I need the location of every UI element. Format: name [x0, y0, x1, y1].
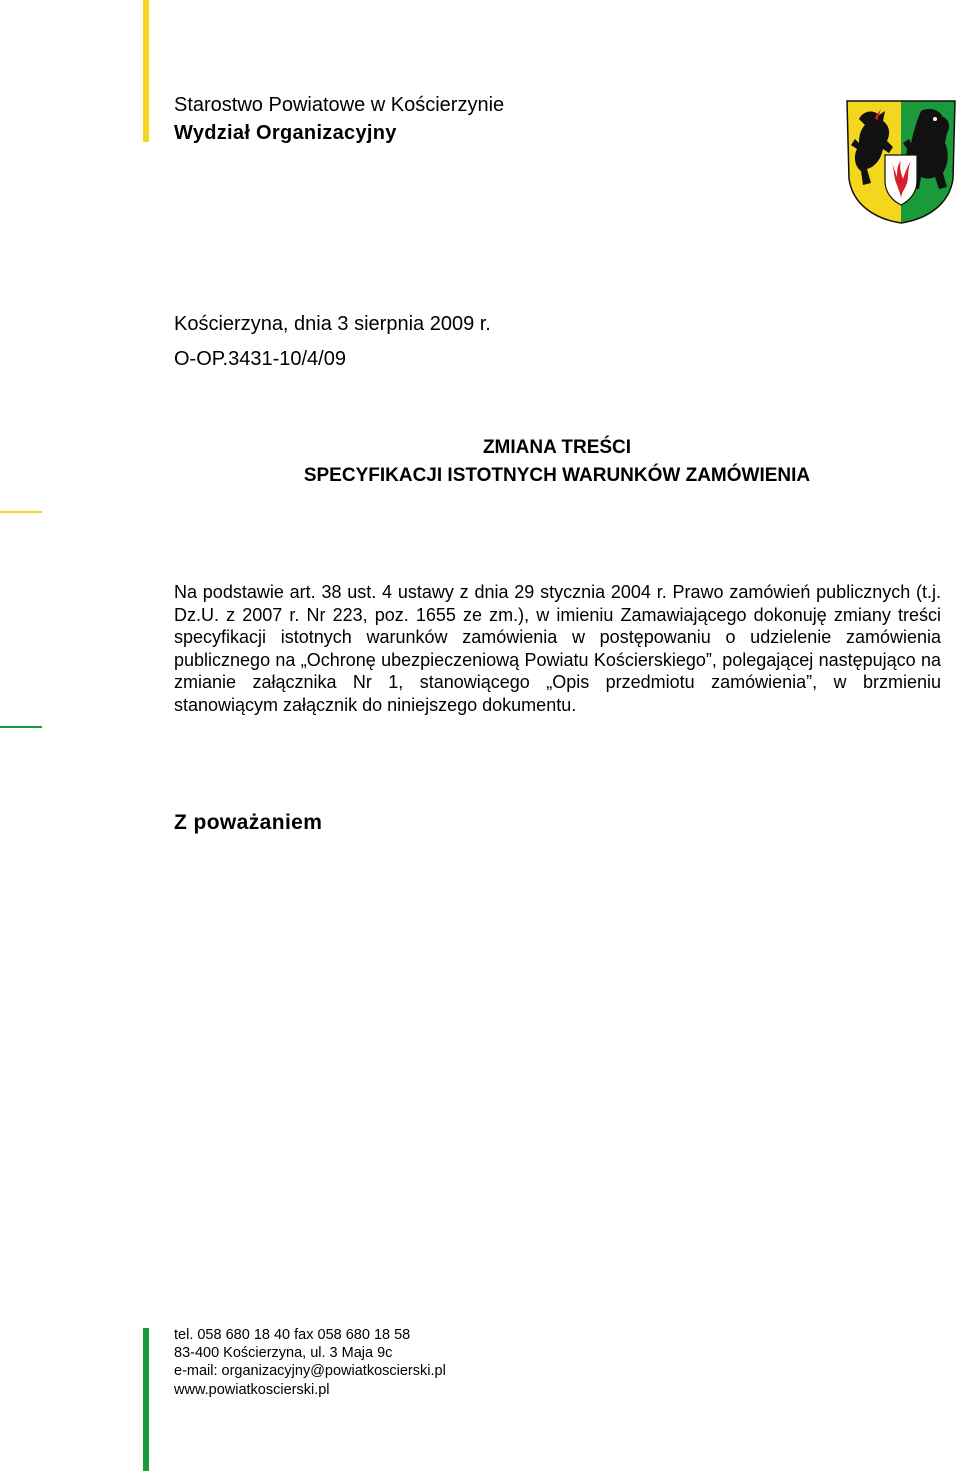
coat-of-arms-icon [845, 99, 957, 225]
document-title [174, 434, 940, 490]
title-line-1: ZMIANA TREŚCI [482, 437, 632, 458]
footer-address: 83-400 Kościerzyna, ul. 3 Maja 9c [174, 1345, 393, 1362]
contact-footer [174, 1326, 446, 1399]
bottom-accent-bar [143, 1328, 149, 1471]
footer-email: e-mail: organizacyjny@powiatkoscierski.pl [174, 1363, 446, 1380]
footer-website: www.powiatkoscierski.pl [174, 1381, 330, 1398]
footer-phone-fax: tel. 058 680 18 40 fax 058 680 18 58 [174, 1327, 411, 1343]
body-paragraph: Na podstawie art. 38 ust. 4 ustawy z dnia 29 stycznia 2004 r. Prawo zamówień publicznych (t.j. Dz.U. z 2007 r. Nr 223, poz. 1655 ze zm.), w imieniu Zamawiającego dokonuję zmiany treści specyfikacji istotnych warunków zamówienia w postępowaniu o udzielenie zamówienia publicznego na „Ochronę ubezpieczeniową Powiatu Kościerskiego”, polegającej następująco na zmianie załącznika Nr 1, stanowiącego „Opis przedmiotu zamówienia”, w brzmieniu stanowiącym załącznik do niniejszego dokumentu. [174, 582, 941, 715]
place-and-date: Kościerzyna, dnia 3 sierpnia 2009 r. [174, 313, 491, 335]
organization-name: Starostwo Powiatowe w Kościerzynie [174, 94, 505, 116]
fold-mark-lower [0, 726, 42, 728]
reference-number: O-OP.3431-10/4/09 [174, 348, 346, 370]
title-line-2: SPECYFIKACJI ISTOTNYCH WARUNKÓW ZAMÓWIENIA [303, 465, 811, 486]
department-name: Wydział Organizacyjny [174, 122, 397, 144]
closing-salutation: Z poważaniem [174, 811, 323, 834]
fold-mark-upper [0, 511, 42, 513]
top-accent-bar [143, 0, 149, 142]
